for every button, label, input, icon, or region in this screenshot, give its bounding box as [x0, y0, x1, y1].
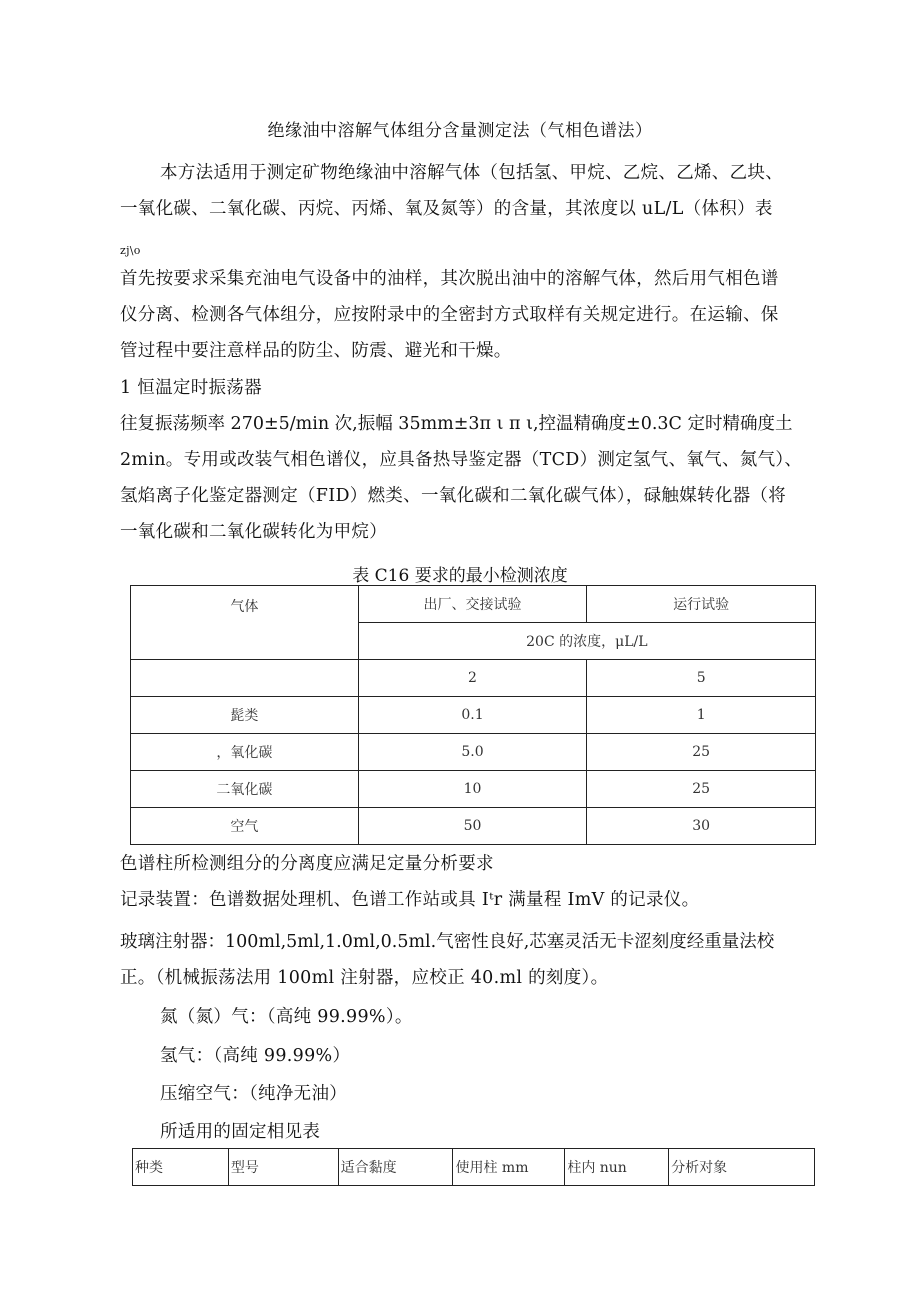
table-row: [131, 771, 816, 808]
cell-factory: 5.0: [358, 734, 587, 771]
paragraph-line: 本方法适用于测定矿物绝缘油中溶解气体（包括氢、甲烷、乙烷、乙烯、乙块、: [160, 163, 783, 183]
cell-factory: 0.1: [358, 697, 587, 734]
cell-gas: 二氧化碳: [131, 771, 359, 808]
page-title: 绝缘油中溶解气体组分含量测定法（气相色谱法）: [267, 121, 653, 141]
cell-run: 1: [587, 697, 816, 734]
table-row: [131, 808, 816, 845]
cell-factory: 2: [358, 660, 587, 697]
table-row: [131, 697, 816, 734]
cell-gas: ，氧化碳: [131, 734, 359, 771]
detection-concentration-table: [130, 585, 816, 845]
header-column-inner: 柱内 nun: [565, 1149, 669, 1186]
table-header-row: [133, 1149, 815, 1186]
header-type: 种类: [133, 1149, 229, 1186]
section-heading: 1 恒温定时振荡器: [120, 378, 262, 398]
table-row: [131, 660, 816, 697]
header-column-mm: 使用柱 mm: [453, 1149, 565, 1186]
paragraph-line: 色谱柱所检测组分的分离度应满足定量分析要求: [120, 854, 494, 874]
paragraph-line: zj\o: [120, 244, 141, 257]
paragraph-line: 记录装置：色谱数据处理机、色谱工作站或具 Iᵗr 满量程 ImV 的记录仪。: [120, 890, 700, 910]
cell-run: 30: [587, 808, 816, 845]
cell-run: 25: [587, 734, 816, 771]
table-row: [131, 734, 816, 771]
paragraph-line: 仪分离、检测各气体组分，应按附录中的全密封方式取样有关规定进行。在运输、保: [120, 305, 779, 325]
table-caption: 表 C16 要求的最小检测浓度: [352, 566, 568, 586]
cell-gas: 髭类: [131, 697, 359, 734]
paragraph-line: 管过程中要注意样品的防尘、防震、避光和干燥。: [120, 341, 512, 361]
cell-factory: 10: [358, 771, 587, 808]
header-operation-test: 运行试验: [587, 586, 816, 623]
header-factory-test: 出厂、交接试验: [358, 586, 587, 623]
header-unit: 20C 的浓度，μL/L: [358, 623, 815, 660]
cell-factory: 50: [358, 808, 587, 845]
paragraph-line: 首先按要求采集充油电气设备中的油样，其次脱出油中的溶解气体，然后用气相色谱: [120, 269, 779, 289]
paragraph-line: 压缩空气：（纯净无油）: [160, 1084, 348, 1104]
paragraph-line: 往复振荡频率 270±5/min 次,振幅 35mm±3π ι π ι,控温精确度±0.3C 定时精确度土: [120, 414, 793, 434]
paragraph-line: 所适用的固定相见表: [160, 1122, 321, 1142]
cell-run: 5: [587, 660, 816, 697]
header-model: 型号: [228, 1149, 338, 1186]
header-viscosity: 适合黏度: [338, 1149, 453, 1186]
paragraph-line: 一氧化碳、二氧化碳、丙烷、丙烯、氧及氮等）的含量，其浓度以 uL/L（体积）表: [120, 199, 773, 219]
paragraph-line: 氢焰离子化鉴定器测定（FID）燃类、一氧化碳和二氧化碳气体），碌触媒转化器（将: [120, 486, 787, 506]
header-analysis-object: 分析对象: [669, 1149, 815, 1186]
cell-run: 25: [587, 771, 816, 808]
paragraph-line: 玻璃注射器：100ml,5ml,1.0ml,0.5ml.气密性良好,芯塞灵活无卡涩刻度经重量法校: [120, 932, 775, 952]
cell-gas: 空气: [131, 808, 359, 845]
paragraph-line: 正。（机械振荡法用 100ml 注射器，应校正 40.ml 的刻度）。: [120, 968, 609, 988]
paragraph-line: 氮（氮）气：（高纯 99.99%）。: [160, 1007, 413, 1027]
header-gas: 气体: [131, 586, 359, 660]
stationary-phase-table: [132, 1148, 815, 1186]
paragraph-line: 一氧化碳和二氧化碳转化为甲烷）: [120, 522, 387, 542]
paragraph-line: 2min。专用或改装气相色谱仪，应具备热导鉴定器（TCD）测定氢气、氧气、氮气）、: [120, 450, 803, 470]
cell-gas: [131, 660, 359, 697]
paragraph-line: 氢气：（高纯 99.99%）: [160, 1046, 351, 1066]
